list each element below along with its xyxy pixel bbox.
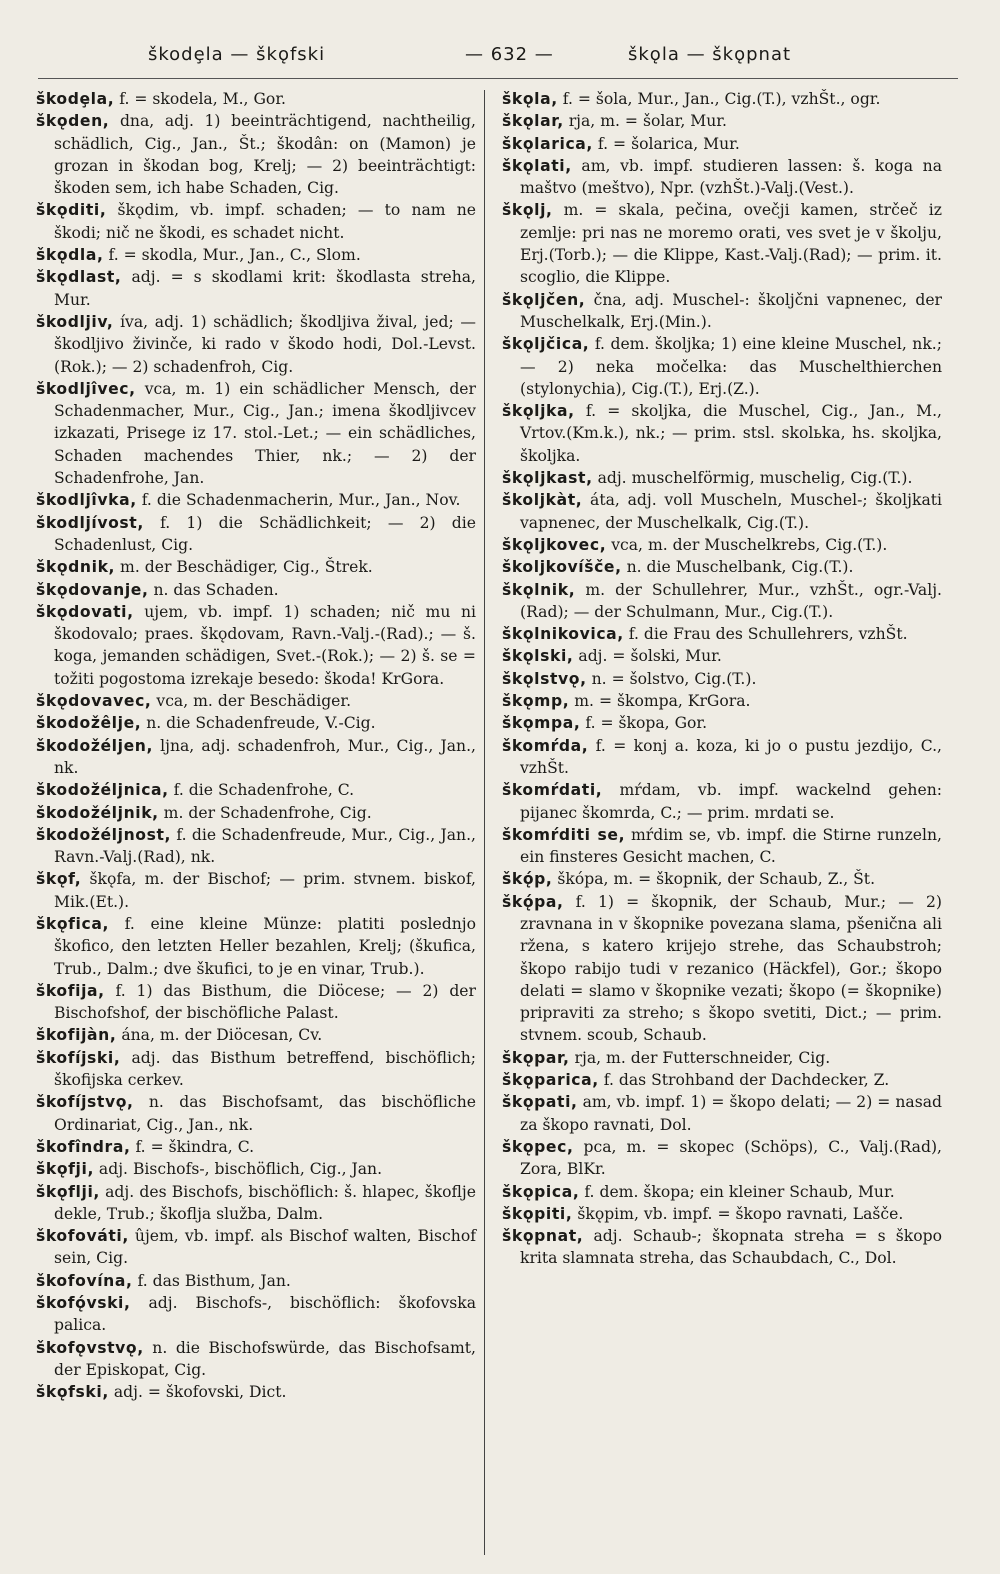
headword: škǫpnat, — [502, 1227, 584, 1246]
headword: škodožêlje, — [36, 714, 142, 733]
dictionary-entry — [36, 1225, 476, 1270]
entry-definition: adj. Schaub-; škopnata streha = s škopo krita slamnata streha, das Schaubdach, C., Dol. — [520, 1227, 942, 1268]
headword: škǫditi, — [36, 201, 107, 220]
entry-definition: am, vb. impf. 1) = škopo delati; — 2) = nasad za škopo ravnati, Dol. — [520, 1093, 942, 1134]
dictionary-entry — [502, 489, 942, 534]
headword: škǫdla, — [36, 246, 104, 265]
dictionary-entry — [502, 467, 942, 489]
headword: škodožéljnik, — [36, 803, 159, 822]
column-divider — [484, 90, 485, 1555]
headword: škofíjski, — [36, 1048, 121, 1067]
entry-definition: mŕdim se, vb. impf. die Stirne runzeln, ein finsteres Gesicht machen, C. — [520, 825, 943, 867]
dictionary-entry — [36, 1024, 476, 1046]
dictionary-entry — [36, 1270, 476, 1292]
dictionary-entry — [502, 534, 942, 556]
right-column — [502, 88, 942, 1270]
headword: škǫden, — [36, 112, 110, 131]
entry-definition: vca, m. 1) ein schädlicher Mensch, der Schadenmacher, Mur., Cig., Jan.; imena škodljivcev izkazati, Prisege iz 17. stol.-Let.; — ein schädliches, Schaden machendes Thier, nk.; — 2) der Schadenfrohe, Jan. — [54, 379, 476, 488]
entry-definition: f. die Schadenfrohe, C. — [168, 781, 355, 800]
left-column — [36, 88, 476, 1404]
entry-definition: f. = konj a. koza, ki jo o pustu jezdijo, C., vzhŠt. — [520, 736, 942, 777]
headword: škofija, — [36, 981, 105, 1000]
headword: škǫljkovec, — [502, 535, 607, 554]
dictionary-entry — [36, 712, 476, 734]
headword: škǫlstvǫ, — [502, 669, 587, 688]
headword: škǫlnik, — [502, 580, 576, 599]
dictionary-entry — [502, 1091, 942, 1136]
dictionary-entry — [36, 88, 476, 110]
dictionary-entry — [36, 1381, 476, 1403]
dictionary-entry — [36, 378, 476, 489]
headword: škǫljčen, — [502, 290, 586, 309]
headword: škǫlar, — [502, 112, 564, 131]
entry-definition: čna, adj. Muschel-: školjčni vapnenec, der Muschelkalk, Erj.(Min.). — [520, 290, 942, 331]
entry-definition: n. die Schadenfreude, V.-Cig. — [141, 714, 376, 733]
headword: škǫfski, — [36, 1383, 109, 1402]
headword: škomŕda, — [502, 736, 589, 755]
entry-definition: íva, adj. 1) schädlich; škodljiva žival, jed; — škodljivo živinče, ki rado v škodo hodi, Dol.-Levst.(Rok.); — 2) schadenfroh, Cig. — [54, 312, 476, 376]
headword: škofǫvstvǫ, — [36, 1338, 144, 1357]
dictionary-entry — [36, 579, 476, 601]
headword: škǫ́pa, — [502, 892, 564, 911]
headword: škǫlski, — [502, 647, 574, 666]
dictionary-entry — [502, 289, 942, 334]
headword: škodȩla, — [36, 90, 115, 108]
dictionary-entry — [502, 779, 942, 824]
entry-definition: n. die Bischofswürde, das Bischofsamt, der Episkopat, Cig. — [54, 1338, 476, 1379]
headword: škǫlati, — [502, 156, 572, 175]
entry-definition: rja, m. = šolar, Mur. — [563, 112, 727, 131]
entry-definition: ljna, adj. schadenfroh, Mur., Cig., Jan., nk. — [54, 736, 476, 777]
dictionary-entry — [502, 712, 942, 734]
headword: škǫf, — [36, 870, 82, 889]
headword: škǫlnikovica, — [502, 625, 624, 644]
dictionary-entry — [502, 199, 942, 288]
entry-definition: škǫdim, vb. impf. schaden; — to nam ne škodi; nič ne škodi, es schadet nicht. — [54, 201, 476, 242]
headword: škodljîvka, — [36, 491, 137, 510]
dictionary-entry — [502, 868, 942, 890]
headword: škǫdovavec, — [36, 692, 152, 711]
headword: škǫfica, — [36, 914, 109, 933]
headword: škodljívost, — [36, 513, 144, 532]
dictionary-entry — [502, 1136, 942, 1181]
entry-definition: f. = skodla, Mur., Jan., C., Slom. — [103, 246, 361, 265]
headword: škofíjstvǫ, — [36, 1093, 134, 1112]
entry-definition: f. 1) die Schädlichkeit; — 2) die Schadenlust, Cig. — [54, 513, 476, 554]
entry-definition: f. dem. školjka; 1) eine kleine Muschel, nk.; — 2) neka močelka: das Muschelthierchen (stylonychia), Cig.(T.), Erj.(Z.). — [520, 335, 942, 398]
headword: škǫdovati, — [36, 602, 134, 621]
entry-definition: f. eine kleine Münze: platiti poslednjo škofico, den letzten Heller bezahlen, Krelj; (škufica, Trub., Dalm.; dve škufici, to je en vinar, Trub.). — [54, 914, 476, 978]
dictionary-entry — [502, 579, 942, 624]
dictionary-entry — [36, 913, 476, 980]
entry-definition: áta, adj. voll Muscheln, Muschel-; školjkati vapnenec, der Muschelkalk, Cig.(T.). — [520, 491, 942, 532]
entry-definition: škǫfa, m. der Bischof; — prim. stvnem. biskof, Mik.(Et.). — [54, 870, 476, 911]
dictionary-entry — [502, 891, 942, 1047]
dictionary-entry — [36, 1181, 476, 1226]
dictionary-entry — [36, 802, 476, 824]
entry-definition: f. 1) = škopnik, der Schaub, Mur.; — 2) zravnana in v škopnike povezana slama, pšenična ali ržena, s katero krijejo strehe, das Schaubstroh; škopo rabijo tudi v rezanico (Häckfel), Gor.; škopo delati = slamo v škopnike vezati; škopo (= škopnike) pripraviti za streho; s škopo svetiti, Dict.; — prim. stvnem. scoub, Schaub. — [520, 892, 942, 1045]
entry-definition: adj. des Bischofs, bischöflich: š. hlapec, škoflje dekle, Trub.; škoflja služba, Dalm. — [54, 1182, 476, 1223]
headword: škǫla, — [502, 90, 558, 108]
headword: škomŕdati, — [502, 781, 603, 800]
entry-definition: m. der Schadenfrohe, Cig. — [158, 803, 372, 822]
headword: škǫmp, — [502, 692, 570, 711]
headword: škǫljka, — [502, 402, 575, 421]
entry-definition: m. = škompa, KrGora. — [569, 692, 751, 711]
dictionary-entry — [36, 601, 476, 690]
headword: škodožéljnost, — [36, 825, 172, 844]
headword: škǫlj, — [502, 201, 553, 220]
entry-definition: f. die Schadenmacherin, Mur., Jan., Nov. — [136, 491, 461, 510]
headword: škǫljkast, — [502, 469, 593, 488]
headword: škǫpiti, — [502, 1204, 573, 1223]
dictionary-entry — [502, 1203, 942, 1225]
headword: škofîndra, — [36, 1137, 131, 1156]
dictionary-entry — [502, 1047, 942, 1069]
entry-definition: adj. = s skodlami krit: škodlasta streha, Mur. — [54, 268, 476, 309]
dictionary-entry — [36, 266, 476, 311]
dictionary-entry — [502, 668, 942, 690]
dictionary-entry — [502, 645, 942, 667]
entry-definition: pca, m. = skopec (Schöps), C., Valj.(Rad), Zora, BlKr. — [520, 1137, 942, 1179]
dictionary-entry — [502, 110, 942, 132]
entry-definition: vca, m. der Muschelkrebs, Cig.(T.). — [606, 535, 888, 554]
headword: škodljiv, — [36, 312, 114, 331]
entry-definition: m. der Beschädiger, Cig., Štrek. — [115, 558, 373, 577]
running-head-left: škodȩla — škǫfski — [148, 44, 326, 65]
headword: škomŕditi se, — [502, 825, 626, 844]
entry-definition: n. = šolstvo, Cig.(T.). — [586, 669, 757, 688]
entry-definition: škópa, m. = škopnik, der Schaub, Z., Št. — [552, 870, 876, 889]
headword: škofijàn, — [36, 1026, 117, 1045]
headword: škǫmpa, — [502, 714, 581, 733]
entry-definition: mŕdam, vb. impf. wackelnd gehen: pijanec škomrda, C.; — prim. mrdati se. — [520, 781, 942, 822]
dictionary-entry — [36, 489, 476, 511]
headword: škǫpica, — [502, 1182, 580, 1201]
dictionary-entry — [36, 735, 476, 780]
entry-definition: f. dem. škopa; ein kleiner Schaub, Mur. — [579, 1182, 895, 1201]
header-rule — [38, 78, 958, 79]
dictionary-entry — [36, 1337, 476, 1382]
headword: škǫdlast, — [36, 268, 122, 287]
entry-definition: f. = skoljka, die Muschel, Cig., Jan., M., Vrtov.(Km.k.), nk.; — prim. stsl. skolьka, hs. skoljka, školjka. — [520, 402, 942, 465]
dictionary-entry — [502, 735, 942, 780]
headword: škǫlarica, — [502, 134, 593, 153]
entry-definition: f. = škindra, C. — [130, 1137, 255, 1156]
dictionary-entry — [502, 155, 942, 200]
dictionary-entry — [502, 1225, 942, 1270]
headword: škǫpati, — [502, 1093, 578, 1112]
headword: školjkovíšče, — [502, 558, 622, 577]
dictionary-entry — [36, 556, 476, 578]
dictionary-entry — [502, 133, 942, 155]
entry-definition: m. = skala, pečina, ovečji kamen, strčeč iz zemlje: pri nas ne moremo orati, ves svet je v školju, Erj.(Torb.); — die Klippe, Kast.-Valj.(Rad); — prim. it. scoglio, die Klippe. — [520, 201, 942, 287]
headword: škofovína, — [36, 1271, 133, 1290]
headword: škǫljčica, — [502, 335, 590, 354]
headword: škodožéljnica, — [36, 781, 169, 800]
entry-definition: f. die Schadenfreude, Mur., Cig., Jan., Ravn.-Valj.(Rad), nk. — [54, 825, 476, 867]
entry-definition: f. = šola, Mur., Jan., Cig.(T.), vzhŠt., ogr. — [557, 90, 881, 108]
running-head-right: škǫla — škǫpnat — [628, 44, 792, 65]
entry-definition: f. = skodela, M., Gor. — [114, 90, 287, 108]
dictionary-entry — [502, 1181, 942, 1203]
dictionary-entry — [36, 980, 476, 1025]
dictionary-entry — [502, 88, 942, 110]
headword: škofǫ́vski, — [36, 1294, 131, 1313]
entry-definition: adj. Bischofs-, bischöflich, Cig., Jan. — [93, 1160, 383, 1179]
entry-definition: m. der Schullehrer, Mur., vzhŠt., ogr.-Valj.(Rad); — der Schulmann, Mur., Cig.(T.). — [520, 580, 942, 621]
dictionary-entry — [36, 1091, 476, 1136]
entry-definition: ujem, vb. impf. 1) schaden; nič mu ni škodovalo; praes. škǫdovam, Ravn.-Valj.-(Rad).; — š. koga, jemanden schädigen, Svet.-(Rok.); — 2) š. se = tožiti pogostoma izrekaje besedo: škoda! KrGora. — [54, 602, 476, 688]
headword: škǫflji, — [36, 1182, 100, 1201]
entry-definition: ána, m. der Diöcesan, Cv. — [116, 1026, 323, 1045]
entry-definition: f. das Bisthum, Jan. — [132, 1271, 291, 1290]
dictionary-entry — [502, 690, 942, 712]
entry-definition: n. die Muschelbank, Cig.(T.). — [621, 558, 854, 577]
entry-definition: rja, m. der Futterschneider, Cig. — [569, 1048, 831, 1067]
headword: škofováti, — [36, 1227, 129, 1246]
entry-definition: f. = šolarica, Mur. — [592, 134, 740, 153]
headword: škǫdovanje, — [36, 580, 149, 599]
entry-definition: adj. das Bisthum betreffend, bischöflich; škofijska cerkev. — [54, 1048, 476, 1090]
dictionary-entry — [502, 556, 942, 578]
dictionary-entry — [502, 824, 942, 869]
dictionary-entry — [36, 779, 476, 801]
dictionary-entry — [502, 1069, 942, 1091]
entry-definition: adj. Bischofs-, bischöflich: škofovska palica. — [54, 1294, 476, 1335]
entry-definition: škǫpim, vb. impf. = škopo ravnati, Lašče. — [572, 1204, 904, 1223]
entry-definition: dna, adj. 1) beeinträchtigend, nachtheilig, schädlich, Cig., Jan., Št.; škodân: on (Mamon) je grozan in škodan bog, Krelj; — 2) beeinträchtigt: škoden sem, ich habe Schaden, Cig. — [54, 112, 476, 198]
headword: škǫpar, — [502, 1048, 570, 1067]
dictionary-entry — [36, 512, 476, 557]
entry-definition: ûjem, vb. impf. als Bischof walten, Bischof sein, Cig. — [54, 1227, 476, 1268]
dictionary-entry — [36, 1292, 476, 1337]
headword: škǫpec, — [502, 1137, 574, 1156]
entry-definition: adj. = šolski, Mur. — [573, 647, 722, 666]
entry-definition: f. das Strohband der Dachdecker, Z. — [598, 1071, 890, 1090]
dictionary-entry — [36, 110, 476, 199]
headword: škodljîvec, — [36, 379, 136, 398]
dictionary-entry — [36, 690, 476, 712]
dictionary-entry — [36, 311, 476, 378]
entry-definition: am, vb. impf. studieren lassen: š. koga na maštvo (meštvo), Npr. (vzhŠt.)-Valj.(Vest.). — [520, 156, 942, 198]
headword: škǫ́p, — [502, 870, 553, 889]
entry-definition: adj. muschelförmig, muschelig, Cig.(T.). — [592, 469, 913, 488]
headword: školjkàt, — [502, 491, 583, 510]
entry-definition: f. = škopa, Gor. — [580, 714, 708, 733]
entry-definition: vca, m. der Beschädiger. — [151, 692, 352, 711]
entry-definition: n. das Bischofsamt, das bischöfliche Ordinariat, Cig., Jan., nk. — [54, 1093, 476, 1134]
entry-definition: adj. = škofovski, Dict. — [108, 1383, 287, 1402]
entry-definition: f. die Frau des Schullehrers, vzhŠt. — [623, 625, 908, 644]
dictionary-entry — [36, 1047, 476, 1092]
dictionary-entry — [502, 333, 942, 400]
dictionary-entry — [36, 1136, 476, 1158]
headword: škǫfji, — [36, 1160, 94, 1179]
entry-definition: f. 1) das Bisthum, die Diöcese; — 2) der Bischofshof, der bischöfliche Palast. — [54, 981, 476, 1023]
dictionary-entry — [36, 824, 476, 869]
dictionary-entry — [502, 623, 942, 645]
dictionary-entry — [36, 1158, 476, 1180]
entry-definition: n. das Schaden. — [148, 580, 279, 599]
dictionary-entry — [502, 400, 942, 467]
page-header — [0, 44, 1000, 74]
page-number: — 632 — — [465, 44, 554, 65]
dictionary-entry — [36, 199, 476, 244]
dictionary-entry — [36, 868, 476, 913]
dictionary-entry — [36, 244, 476, 266]
headword: škodožéljen, — [36, 736, 153, 755]
headword: škǫdnik, — [36, 558, 116, 577]
headword: škǫparica, — [502, 1071, 599, 1090]
